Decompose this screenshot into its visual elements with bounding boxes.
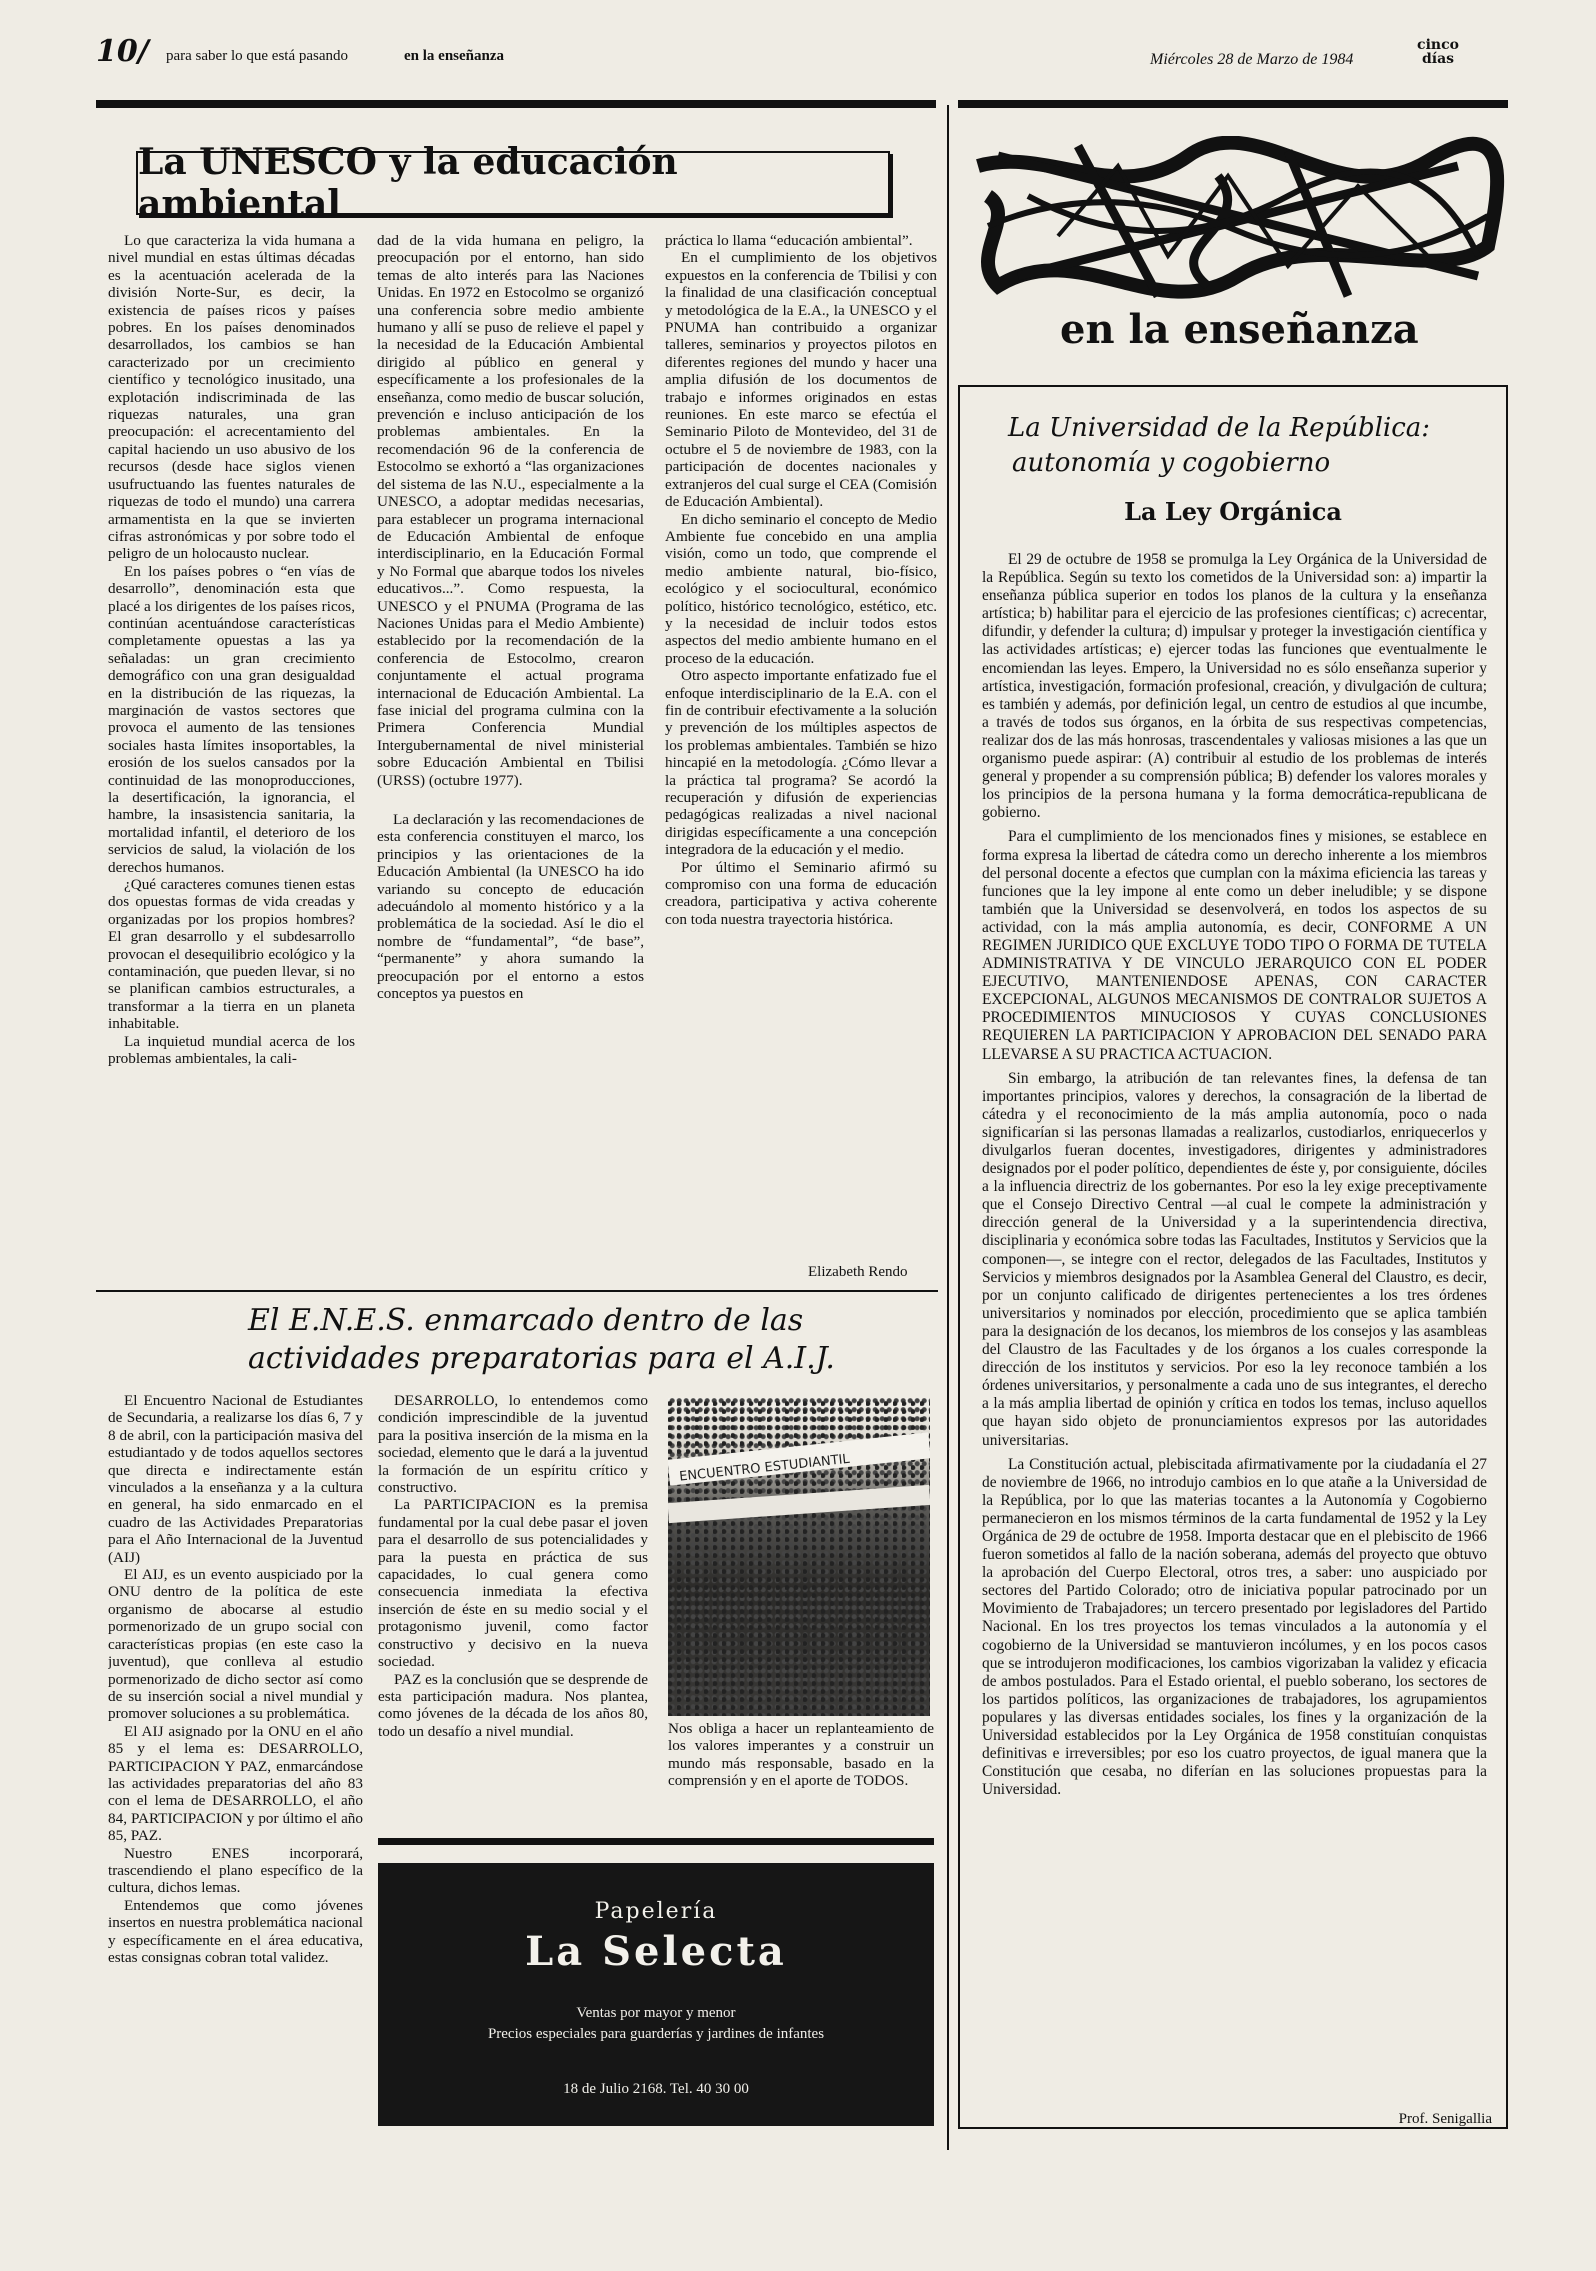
unesco-title: La UNESCO y la educación ambiental [138,141,678,225]
scribble-art-icon [958,136,1508,306]
crowd-banner-icon [668,1398,930,1716]
page-number: 10/ [96,34,149,69]
paragraph: La Constitución actual, plebiscitada afirmativamente por la ciudadanía el 27 de noviembre de 1966, no introdujo cambios en lo que atañe a la Universidad de la República, por lo que las materias tocantes a la Autonomía y Cogobierno permanecieron en los mismos términos de la carta fundamental de 1952 y la Ley Orgánica de 29 de octubre de 1958. Importa destacar que en el plebiscito de 1966 fueron sometidos al fallo de la nación soberana, además del proyecto que obtuvo la aprobación del Cuerpo Electoral, otros tres, a saber: uno auspiciado por sectores del Partido Colorado; otro de iniciativa popular patrocinado por un Movimiento de Trabajadores; un tercero presentado por legisladores del Partido Nacional. En los tres proyectos los temas vinculados a la autonomía y el cogobierno de la Universidad se mantuvieron incólumes, y en los pocos casos que se introdujeron modificaciones, los cambios vigorizaban la validez y eficacia de ambos postulados. Para el Estado oriental, el pueblo soberano, los sectores de los partidos políticos, las organizaciones de trabajadores, los agrupamientos populares y las diversas entidades sociales, los fines y la organización de la Universidad establecidos por la Ley Orgánica de 1958 constituían conquistas definitivas e irreversibles; por eso los cuatro proyectos, de igual manera que la Constitución que cesaba, no diferían en las soluciones propuestas para la Universidad. [982,1455,1487,1799]
paragraph: Entendemos que como jóvenes insertos en nuestra problemática nacional y específicamente en el área educativa, estas consignas cobran total validez. [108,1896,363,1966]
enes-title [248,1302,835,1378]
header-date: Miércoles 28 de Marzo de 1984 [1150,51,1354,68]
ad-line-1: Papelería [594,1899,718,1924]
unesco-byline: Elizabeth Rendo [808,1264,908,1280]
svg-text:ENCUENTRO ESTUDIANTIL: ENCUENTRO ESTUDIANTIL [678,1451,851,1485]
paragraph: El Encuentro Nacional de Estudiantes de Secundaria, a realizarse los días 6, 7 y 8 de abril, con la participación masiva del estudiantado y de todos aquellos sectores que directa e indirectamente están vinculados a la enseñanza y a la cultura en general, ha sido enmarcado en el cuadro de las Actividades Preparatorias para el Año Internacional de la Juventud (AIJ) [108,1392,363,1566]
right-article-box [958,385,1508,2129]
unesco-column-1 [108,232,355,1244]
ad-line-4: Precios especiales para guarderías y jardines de infantes [487,2026,825,2042]
scribble-art [958,136,1508,306]
enes-title-line-1: El E.N.E.S. enmarcado dentro de las [248,1303,804,1338]
page-header [96,34,1496,74]
paragraph: DESARROLLO, lo entendemos como condición imprescindible de la juventud para la positiva inserción de la misma en la sociedad, elemento que le dará a la juventud la formación de un espíritu crítico y constructivo. [378,1392,648,1497]
paragraph: ¿Qué caracteres comunes tienen estas dos opuestas formas de vida creadas y organizadas por los propios hombres? El gran desarrollo y el subdesarrollo provocan el desequilibrio ecológico y la contaminación, que pueden llevar, si no se planifican cambios estructurales, a transformar a la tierra en un planeta inhabitable. [108,876,355,1033]
paragraph: La inquietud mundial acerca de los problemas ambientales, la cali- [108,1032,355,1068]
section-divider [96,1290,938,1292]
paragraph: Lo que caracteriza la vida humana a nivel mundial en estas últimas décadas es la acentuación acelerada de la división Norte-Sur, es decir, la existencia de países ricos y países pobres. En los países denominados desarrollados, los cambios se han caracterizado por un crecimiento científico y tecnológico inusitado, una explotación indiscriminada de las riquezas naturales, una gran preocupación: el acrecentamiento del capital haciendo un uso abusivo de los recursos (desde hace siglos vienen usufructuando las fuentes naturales de riquezas de todo el mundo) una carrera armamentista en la que se invierten cifras astronómicas y por sobre todo el peligro de un holocausto nuclear. [108,232,355,563]
paragraph: Sin embargo, la atribución de tan relevantes fines, la defensa de tan importantes principios, valores y derechos, la consagración de la libertad de cátedra y el reconocimiento de la más amplia autonomía, poco o nada significarían si las personas llamadas a realizarlos, custodiarlos, enriquecerlos y divulgarlos fueran docentes, investigadores, dirigentes y administradores designados por el poder político, dependientes de éste y, por consiguiente, dóciles a la influencia directriz de los gobernantes. Por eso la ley exige preceptivamente que el Consejo Directivo Central —al cual le compete la administración y dirección general de la Universidad y a la superintendencia directiva, disciplinaria y económica sobre todas las Facultades, Institutos y Servicios que la componen—, se integre con el rector, delegados de las Facultades, Institutos y Servicios y miembros designados por la Asamblea General del Claustro, es decir, por un conjunto calificado de dirigentes pertenecientes a los tres órdenes universitarios y nominados por elección, procedimiento que se aplica también para la designación de los decanos, los miembros de los consejos y las asambleas del Claustro de las Facultades y de los órganos a los cuales corresponde la dirección de los institutos y servicios. Por eso la ley reconoce también a los órdenes universitarios, y personalmente a cada uno de sus integrantes, el derecho a la más amplia libertad de opinión y crítica en todos los temas, incluso aquellos que hayan sido objeto de pronunciamientos expresos por las autoridades universitarias. [982,1069,1487,1449]
photo-caption [668,1720,934,1830]
right-body [982,551,1487,2081]
unesco-column-2 [377,232,644,1244]
paragraph: Por último el Seminario afirmó su compromiso con una forma de educación creadora, participativa y activa coherente con toda nuestra trayectoria histórica. [665,858,937,928]
paragraph: En el cumplimiento de los objetivos expuestos en la conferencia de Tbilisi y con la finalidad de una clasificación conceptual y metodológica de la E.A., la UNESCO y el PNUMA han contribuido a organizar talleres, seminarios y proyectos pilotos en diferentes regiones del mundo y hacer una amplia difusión de los documentos de trabajo e informes originados en estas reuniones. En este marco se efectúa el Seminario Piloto de Montevideo, del 31 de octubre el 5 de noviembre de 1983, con la participación de docentes nacionales y extranjeros del cual surge el CEA (Comisión de Educación Ambiental). [665,249,937,511]
paragraph: práctica lo llama “educación ambiental”. [665,232,913,249]
unesco-column-3 [665,232,937,1244]
paragraph: El AIJ, es un evento auspiciado por la ONU dentro de la política de este organismo de abocarse al estudio pormenorizado de un grupo social con características propias (en este caso la juventud), que conlleva al estudio pormenorizado de dicho sector así como de su inserción social a nivel mundial y promover soluciones a su problemática. [108,1566,363,1723]
paragraph: En los países pobres o “en vías de desarrollo”, denominación esta que placé a los dirigentes de los países ricos, continúan acentuándose características completamente opuestas a las ya señaladas: un gran crecimiento demográfico con una gran desigualdad en la distribución de las riquezas, la marginación de vastos sectores que provoca el aumento de las tensiones sociales hasta límites insoportables, la erosión de los suelos cansados por la continuidad de las monoproducciones, la desertificación, la ignorancia, el hambre, la insasistencia sanitaria, la mortalidad infantil, el deterioro de los servicios de salud, la violación de los derechos humanos. [108,562,355,876]
enes-column-2 [378,1392,648,1832]
column-divider [947,105,949,2150]
papeleria-ad [378,1863,934,2126]
top-rule-left [96,100,936,108]
paragraph: El 29 de octubre de 1958 se promulga la Ley Orgánica de la Universidad de la República. Según su texto los cometidos de la Universidad son: a) impartir la enseñanza pública superior en todos los planos de la cultura y la enseñanza artística; b) habilitar para el ejercicio de las profesiones científicas; c) acrecentar, difundir, y defender la cultura; d) impulsar y proteger la investigación científica y las actividades artísticas; e) ejercer todas las funciones que eventualmente le encomiendan las leyes. Empero, la Universidad no es sólo enseñanza superior y artística, investigación, formación profesional, creación, y divulgación de cultura; es también y además, por definición legal, un centro de estudios al que incumbe, a través de todos sus órganos, en la órbita de sus respectivas competencias, realizar dos de las más honrosas, trascendentales y valiosas misiones a las que un organismo puede aspirar: (A) contribuir al estudio de los problemas de interés general y propender a su comprensión pública; B) defender los valores morales y los principios de la persona humana y la forma democrática-republicana de gobierno. [982,551,1487,822]
section-title-bold: en la enseñanza [404,48,505,64]
paragraph: Nuestro ENES incorporará, trascendiendo el plano específico de la cultura, dichos lemas. [108,1844,363,1897]
unesco-title-box [136,141,890,225]
right-title-line-2: autonomía y cogobierno [1012,448,1331,478]
ad-top-rule [378,1838,934,1845]
paragraph: Otro aspecto importante enfatizado fue el enfoque interdisciplinario de la E.A. con el fin de contribuir efectivamente a la solución y prevención de los múltiples aspectos de los problemas ambientales. También se hizo hincapié en la metodología. ¿Cómo llevar a la práctica tal programa? Se acordó la recuperación y difusión de experiencias pedagógicas realizadas a nivel nacional dirigidas específicamente a una concepción integradora de la educación y el medio. [665,667,937,859]
ad-line-5: 18 de Julio 2168. Tel. 40 30 00 [563,2081,749,2097]
right-title-line-1: La Universidad de la República: [1008,413,1431,443]
enes-title-line-2: actividades preparatorias para el A.I.J. [248,1341,835,1376]
ad-line-3: Ventas por mayor y menor [576,2005,736,2021]
section-title-prefix: para saber lo que está pasando [166,48,349,64]
enes-column-1 [108,1392,363,2164]
section-title: en la enseñanza [1060,306,1419,353]
paragraph: PAZ es la conclusión que se desprende de esta participación madura. Nos plantea, como jóvenes de la década de los años 80, todo un desafío a nivel mundial. [378,1670,648,1740]
crowd-photo [668,1398,930,1716]
right-byline: Prof. Senigallia [1398,2111,1492,2127]
right-title [1008,411,1430,481]
paragraph: dad de la vida humana en peligro, la preocupación por el entorno, han sido temas de alto interés para las Naciones Unidas. En 1972 en Estocolmo se organizó una conferencia sobre medio ambiente humano y allí se puso de relieve el papel y la necesidad de la Educación Ambiental dirigido al público en general y específicamente a los profesionales de la enseñanza, como medio de buscar solución, prevención e incluso anticipación de los problemas ambientales. En la recomendación 96 de la conferencia de Estocolmo se exhortó a “las organizaciones del sistema de las N.U., especialmente a la UNESCO, a adoptar medidas necesarias, para establecer un programa internacional de Educación Ambiental de enfoque interdisciplinario, en la Educación Formal y No Formal que abarque todos los niveles educativos...”. Como respuesta, la UNESCO y el PNUMA (Programa de las Naciones Unidas para el Medio Ambiente) establecido por la recomendación de la conferencia de Estocolmo, crearon conjuntamente el actual programa internacional de Educación Ambiental. La fase inicial del programa culmina con la Primera Conferencia Mundial Intergubernamental de nivel ministerial sobre Educación Ambiental en Tbilisi (URSS) (octubre 1977). [377,232,644,789]
ad-line-2: La Selecta [525,1928,787,1975]
paragraph: En dicho seminario el concepto de Medio Ambiente fue concebido en una amplia visión, como un todo, que comprende el medio ambiente natural, bio-físico, ecológico y el sociocultural, económico político, histórico tecnológico, estético, etc. y la necesidad de incluir todos estos aspectos del medio ambiente humano en el proceso de la educación. [665,510,937,667]
publication-logo: cinco días [1417,37,1459,67]
paragraph: La declaración y las recomendaciones de esta conferencia constituyen el marco, los principios y las orientaciones de la Educación Ambiental (la UNESCO ha ido variando su concepto de educación adecuándolo al momento histórico y a la problemática de la sociedad. Así le dio el nombre de “fundamental”, “de base”, “permanente” y ahora sumando la preocupación por el entorno a estos conceptos ya puestos en [377,811,644,1003]
caption-text: Nos obliga a hacer un replanteamiento de los valores imperantes y a construir un mundo más responsable, basado en la comprensión y en el aporte de TODOS. [668,1720,934,1790]
paragraph: Para el cumplimiento de los mencionados fines y misiones, se establece en forma expresa la libertad de cátedra como un derecho inherente a los miembros del personal docente a efectos que cumplan con la máxima eficiencia las tareas y funciones que la ley impone al ente como un deber ineludible; y se dispone también que la Universidad se desenvolverá, en todos los aspectos de su actividad, con la más amplia autonomía, es decir, CONFORME A UN REGIMEN JURIDICO QUE EXCLUYE TODO TIPO O FORMA DE TUTELA ADMINISTRATIVA Y DE VINCULO JERARQUICO CON EL PODER EJECUTIVO, MANTENIENDOSE APENAS, CON CARACTER EXCEPCIONAL, ALGUNOS MECANISMOS DE CONTRALOR SUJETOS A PROCEDIMIENTOS MINUCIOSOS Y CUYAS CONCLUSIONES REQUIEREN LA PARTICIPACION Y APROBACION DEL SENADO PARA LLEVARSE A SU PRACTICA ACTUACION. [982,828,1487,1063]
paragraph: La PARTICIPACION es la premisa fundamental por la cual debe pasar el joven para el desarrollo de sus potencialidades y para la puesta en práctica de sus capacidades, lo cual genera como consecuencia inmediata la efectiva inserción de éste en su medio social y el protagonismo juvenil, como factor constructivo y decisivo en la nueva sociedad. [378,1496,648,1671]
top-rule-right [958,100,1508,108]
right-subtitle: La Ley Orgánica [1124,497,1342,526]
paragraph: El AIJ asignado por la ONU en el año 85 y el lema es: DESARROLLO, PARTICIPACION Y PAZ, enmarcándose las actividades preparatorias del año 83 con el lema de DESARROLLO, el año 84, PARTICIPACION y por último el año 85, PAZ. [108,1722,363,1845]
